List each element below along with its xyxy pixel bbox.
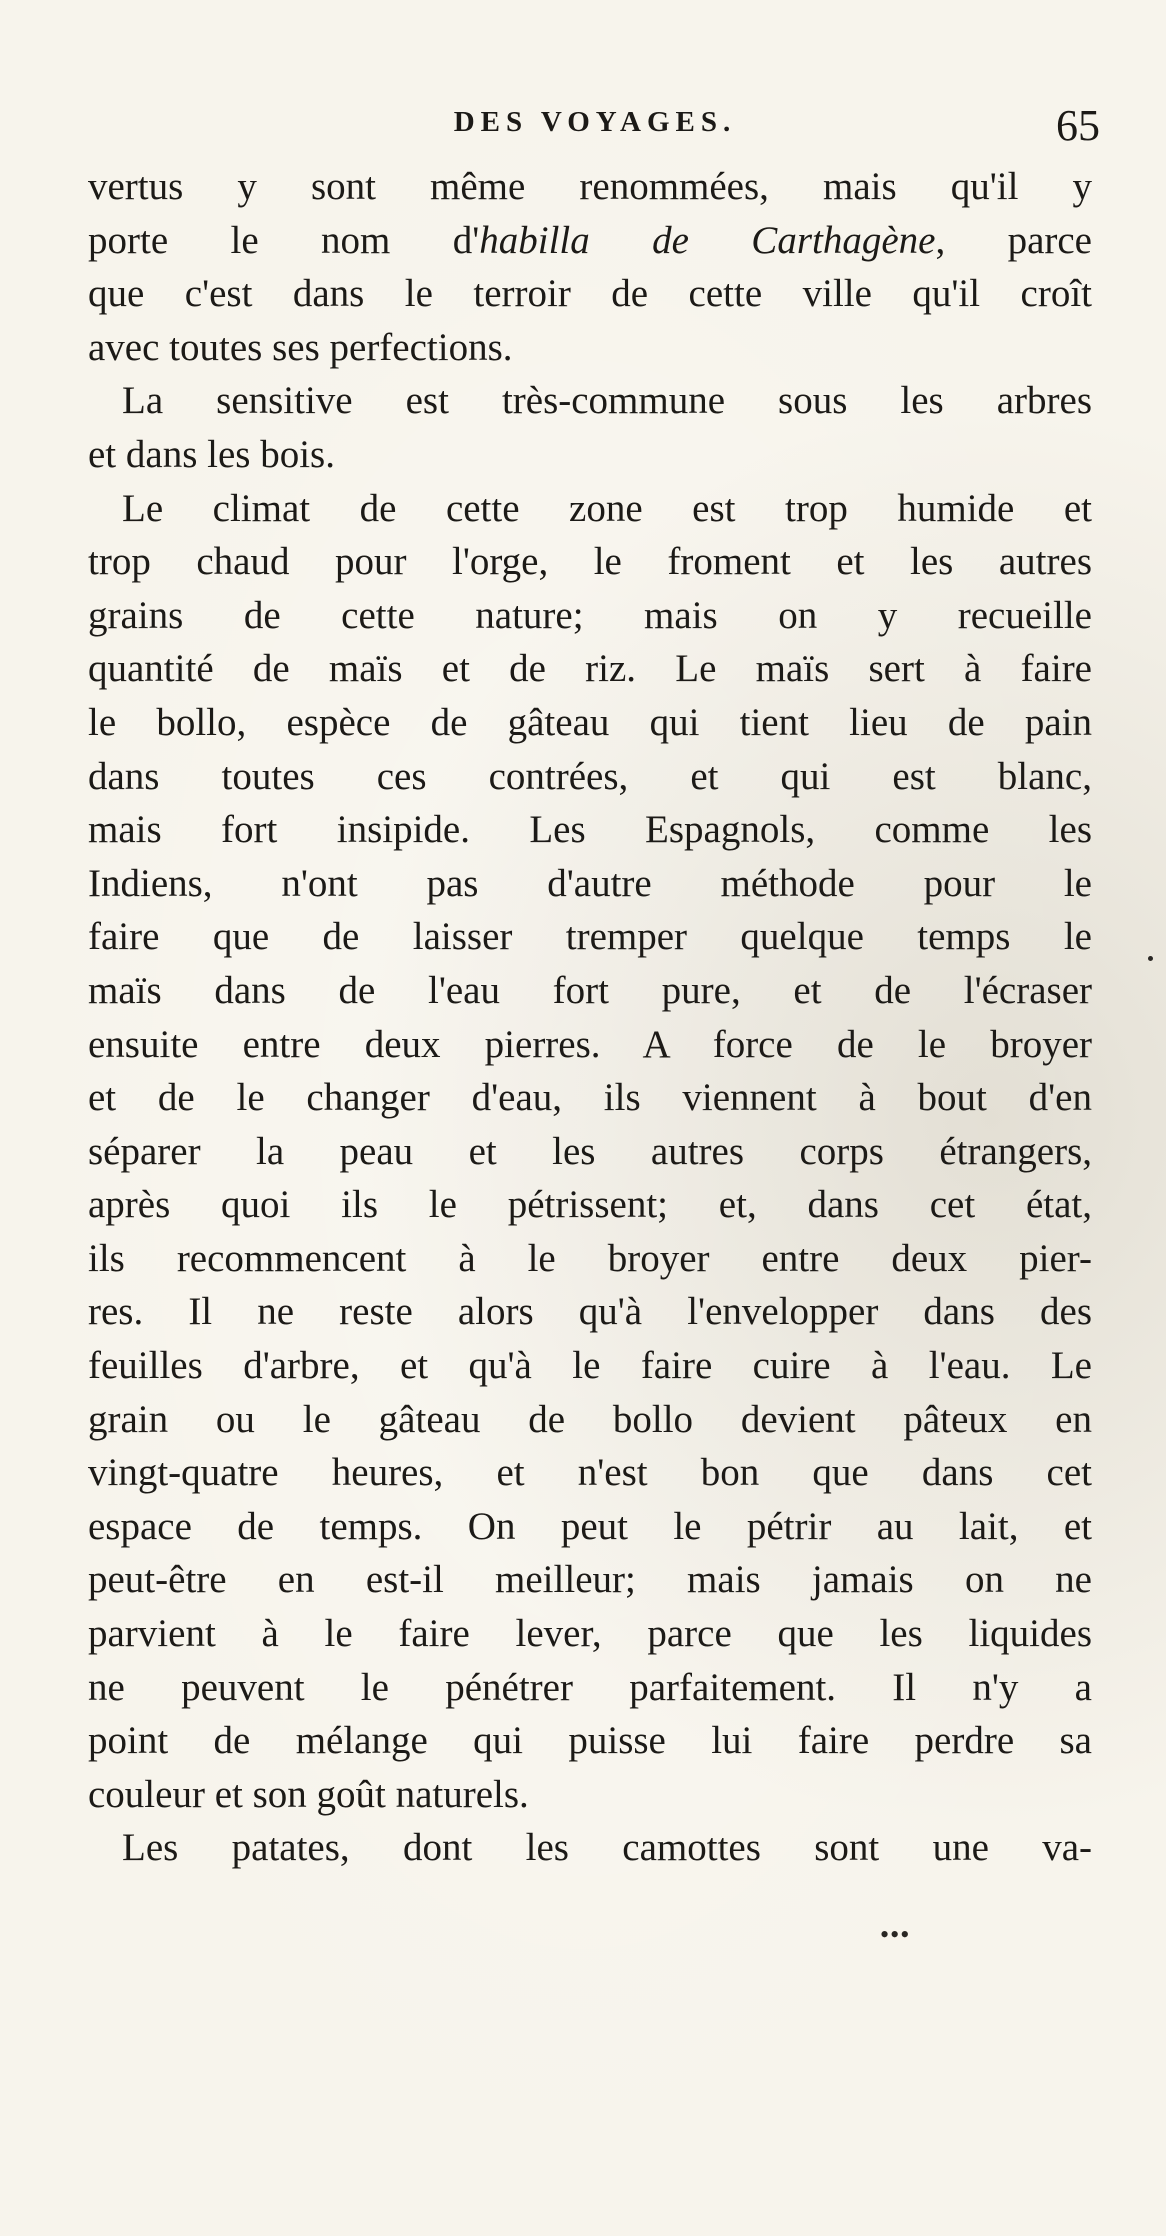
text-line: quantité de maïs et de riz. Le maïs sert à faire [88, 647, 1092, 691]
text-line: le bollo, espèce de gâteau qui tient lieu de pain [88, 700, 1092, 744]
text-line: espace de temps. On peut le pétrir au lait, et [88, 1504, 1092, 1548]
paragraph-start-line: La sensitive est très-commune sous les arbres [122, 379, 1092, 423]
text-line: vingt-quatre heures, et n'est bon que dans cet [88, 1451, 1092, 1495]
text-segment: , parce [935, 218, 1092, 262]
text-line: trop chaud pour l'orge, le froment et les autres [88, 540, 1092, 584]
text-line: et dans les bois. [88, 432, 335, 476]
text-segment: porte le nom d' [88, 218, 480, 262]
text-line: point de mélange qui puisse lui faire perdre sa [88, 1719, 1092, 1763]
text-line: peut-être en est-il meilleur; mais jamais on ne [88, 1558, 1092, 1602]
page-header [90, 100, 1100, 160]
text-line: ne peuvent le pénétrer parfaitement. Il n'y a [88, 1665, 1092, 1709]
text-line: et de le changer d'eau, ils viennent à bout d'en [88, 1076, 1092, 1120]
text-line [88, 214, 1092, 268]
text-line: couleur et son goût naturels. [88, 1772, 529, 1816]
signature-mark: ••• [880, 1920, 911, 1949]
text-line: dans toutes ces contrées, et qui est blanc, [88, 754, 1092, 798]
text-line: vertus y sont même renommées, mais qu'il y [88, 165, 1092, 208]
paragraph-start-line: Les patates, dont les camottes sont une va- [122, 1826, 1092, 1870]
text-line: après quoi ils le pétrissent; et, dans cet état, [88, 1183, 1092, 1227]
text-line: faire que de laisser tremper quelque temps le [88, 915, 1092, 959]
body-text [88, 160, 1092, 1875]
paragraph-start-line: Le climat de cette zone est trop humide et [122, 486, 1092, 530]
text-line: res. Il ne reste alors qu'à l'envelopper dans des [88, 1290, 1092, 1334]
text-line: que c'est dans le terroir de cette ville qu'il croît [88, 272, 1092, 316]
text-line: parvient à le faire lever, parce que les liquides [88, 1612, 1092, 1656]
text-line: avec toutes ses perfections. [88, 325, 513, 369]
text-line: grain ou le gâteau de bollo devient pâteux en [88, 1397, 1092, 1441]
text-line: ensuite entre deux pierres. A force de le broyer [88, 1022, 1092, 1066]
text-line: Indiens, n'ont pas d'autre méthode pour le [88, 861, 1092, 905]
text-line: ils recommencent à le broyer entre deux pier- [88, 1236, 1092, 1280]
italic-term: habilla de Carthagène [479, 218, 936, 262]
text-line: grains de cette nature; mais on y recueille [88, 593, 1092, 637]
text-line: feuilles d'arbre, et qu'à le faire cuire à l'eau. Le [88, 1344, 1092, 1388]
running-head: DES VOYAGES. [453, 106, 737, 138]
page-number: 65 [1056, 101, 1100, 150]
text-line: maïs dans de l'eau fort pure, et de l'écraser [88, 968, 1092, 1012]
text-line: séparer la peau et les autres corps étrangers, [88, 1129, 1092, 1173]
text-line: mais fort insipide. Les Espagnols, comme les [88, 808, 1092, 852]
margin-dot-decoration [1148, 956, 1153, 961]
